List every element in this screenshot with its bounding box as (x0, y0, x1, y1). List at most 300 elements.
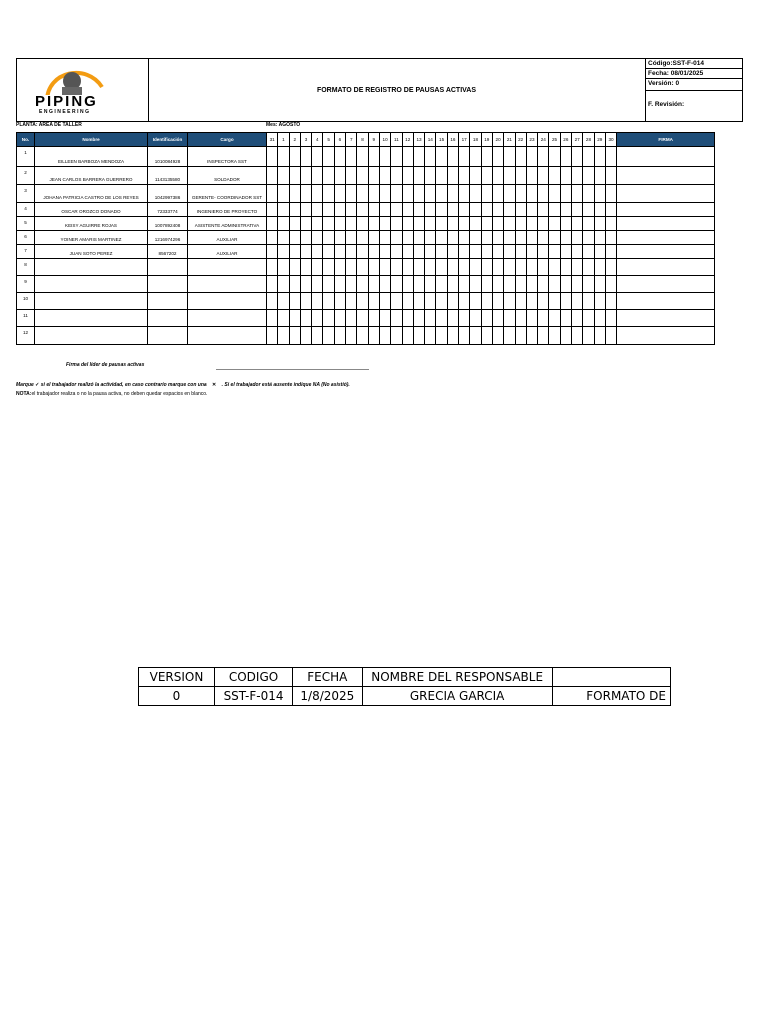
day-cell[interactable] (470, 167, 481, 185)
day-cell[interactable] (357, 147, 368, 167)
day-cell[interactable] (560, 245, 571, 259)
day-cell[interactable] (572, 203, 583, 217)
day-cell[interactable] (549, 185, 560, 203)
day-cell[interactable] (470, 259, 481, 276)
day-cell[interactable] (594, 259, 605, 276)
day-cell[interactable] (504, 245, 515, 259)
day-cell[interactable] (379, 245, 390, 259)
day-cell[interactable] (492, 259, 503, 276)
day-cell[interactable] (402, 293, 413, 310)
day-cell[interactable] (605, 293, 616, 310)
day-cell[interactable] (379, 185, 390, 203)
day-cell[interactable] (605, 203, 616, 217)
day-cell[interactable] (278, 203, 289, 217)
day-cell[interactable] (413, 167, 424, 185)
day-cell[interactable] (300, 231, 311, 245)
day-cell[interactable] (402, 245, 413, 259)
day-cell[interactable] (583, 245, 594, 259)
day-cell[interactable] (447, 245, 458, 259)
day-cell[interactable] (267, 185, 278, 203)
day-cell[interactable] (436, 310, 447, 327)
day-cell[interactable] (583, 167, 594, 185)
day-cell[interactable] (436, 203, 447, 217)
day-cell[interactable] (425, 259, 436, 276)
day-cell[interactable] (357, 327, 368, 345)
firma-cell[interactable] (617, 327, 715, 345)
day-cell[interactable] (346, 167, 357, 185)
day-cell[interactable] (594, 217, 605, 231)
day-cell[interactable] (436, 327, 447, 345)
day-cell[interactable] (526, 147, 537, 167)
day-cell[interactable] (583, 310, 594, 327)
day-cell[interactable] (278, 327, 289, 345)
day-cell[interactable] (538, 167, 549, 185)
day-cell[interactable] (447, 147, 458, 167)
day-cell[interactable] (583, 217, 594, 231)
day-cell[interactable] (594, 276, 605, 293)
day-cell[interactable] (278, 276, 289, 293)
day-cell[interactable] (515, 167, 526, 185)
day-cell[interactable] (481, 167, 492, 185)
day-cell[interactable] (583, 231, 594, 245)
day-cell[interactable] (504, 167, 515, 185)
day-cell[interactable] (312, 327, 323, 345)
day-cell[interactable] (549, 259, 560, 276)
day-cell[interactable] (357, 203, 368, 217)
day-cell[interactable] (278, 231, 289, 245)
day-cell[interactable] (560, 185, 571, 203)
day-cell[interactable] (481, 217, 492, 231)
day-cell[interactable] (492, 203, 503, 217)
day-cell[interactable] (368, 185, 379, 203)
day-cell[interactable] (312, 276, 323, 293)
day-cell[interactable] (289, 185, 300, 203)
day-cell[interactable] (334, 259, 345, 276)
day-cell[interactable] (267, 167, 278, 185)
day-cell[interactable] (312, 245, 323, 259)
day-cell[interactable] (447, 217, 458, 231)
day-cell[interactable] (413, 185, 424, 203)
day-cell[interactable] (425, 293, 436, 310)
day-cell[interactable] (549, 327, 560, 345)
day-cell[interactable] (391, 327, 402, 345)
day-cell[interactable] (447, 167, 458, 185)
day-cell[interactable] (425, 327, 436, 345)
day-cell[interactable] (492, 147, 503, 167)
day-cell[interactable] (459, 310, 470, 327)
day-cell[interactable] (413, 245, 424, 259)
day-cell[interactable] (391, 217, 402, 231)
day-cell[interactable] (605, 217, 616, 231)
day-cell[interactable] (300, 259, 311, 276)
day-cell[interactable] (504, 293, 515, 310)
day-cell[interactable] (560, 167, 571, 185)
day-cell[interactable] (357, 259, 368, 276)
day-cell[interactable] (447, 327, 458, 345)
day-cell[interactable] (492, 167, 503, 185)
day-cell[interactable] (538, 293, 549, 310)
day-cell[interactable] (267, 217, 278, 231)
day-cell[interactable] (560, 293, 571, 310)
day-cell[interactable] (278, 259, 289, 276)
day-cell[interactable] (459, 327, 470, 345)
day-cell[interactable] (267, 231, 278, 245)
day-cell[interactable] (572, 231, 583, 245)
day-cell[interactable] (425, 167, 436, 185)
day-cell[interactable] (459, 217, 470, 231)
day-cell[interactable] (289, 259, 300, 276)
day-cell[interactable] (436, 276, 447, 293)
firma-cell[interactable] (617, 259, 715, 276)
day-cell[interactable] (413, 293, 424, 310)
day-cell[interactable] (425, 217, 436, 231)
day-cell[interactable] (526, 185, 537, 203)
day-cell[interactable] (300, 185, 311, 203)
day-cell[interactable] (549, 203, 560, 217)
day-cell[interactable] (300, 203, 311, 217)
day-cell[interactable] (312, 259, 323, 276)
day-cell[interactable] (334, 327, 345, 345)
day-cell[interactable] (312, 147, 323, 167)
day-cell[interactable] (481, 147, 492, 167)
day-cell[interactable] (560, 259, 571, 276)
day-cell[interactable] (515, 185, 526, 203)
day-cell[interactable] (323, 276, 334, 293)
day-cell[interactable] (583, 185, 594, 203)
day-cell[interactable] (346, 231, 357, 245)
day-cell[interactable] (538, 147, 549, 167)
day-cell[interactable] (357, 231, 368, 245)
day-cell[interactable] (560, 327, 571, 345)
day-cell[interactable] (492, 310, 503, 327)
day-cell[interactable] (357, 167, 368, 185)
day-cell[interactable] (379, 293, 390, 310)
day-cell[interactable] (334, 310, 345, 327)
day-cell[interactable] (334, 245, 345, 259)
day-cell[interactable] (572, 276, 583, 293)
day-cell[interactable] (368, 276, 379, 293)
day-cell[interactable] (549, 310, 560, 327)
day-cell[interactable] (425, 185, 436, 203)
day-cell[interactable] (278, 245, 289, 259)
day-cell[interactable] (526, 276, 537, 293)
day-cell[interactable] (538, 259, 549, 276)
day-cell[interactable] (312, 203, 323, 217)
day-cell[interactable] (560, 276, 571, 293)
day-cell[interactable] (300, 147, 311, 167)
day-cell[interactable] (572, 147, 583, 167)
day-cell[interactable] (413, 203, 424, 217)
day-cell[interactable] (402, 185, 413, 203)
day-cell[interactable] (538, 231, 549, 245)
day-cell[interactable] (504, 147, 515, 167)
day-cell[interactable] (413, 147, 424, 167)
day-cell[interactable] (425, 203, 436, 217)
day-cell[interactable] (605, 259, 616, 276)
day-cell[interactable] (470, 245, 481, 259)
day-cell[interactable] (526, 245, 537, 259)
day-cell[interactable] (391, 231, 402, 245)
day-cell[interactable] (267, 327, 278, 345)
day-cell[interactable] (515, 310, 526, 327)
day-cell[interactable] (300, 245, 311, 259)
day-cell[interactable] (504, 310, 515, 327)
day-cell[interactable] (413, 310, 424, 327)
day-cell[interactable] (391, 310, 402, 327)
day-cell[interactable] (312, 231, 323, 245)
day-cell[interactable] (278, 167, 289, 185)
day-cell[interactable] (447, 203, 458, 217)
day-cell[interactable] (572, 217, 583, 231)
day-cell[interactable] (583, 147, 594, 167)
day-cell[interactable] (379, 327, 390, 345)
day-cell[interactable] (492, 327, 503, 345)
day-cell[interactable] (323, 293, 334, 310)
firma-cell[interactable] (617, 203, 715, 217)
day-cell[interactable] (594, 167, 605, 185)
day-cell[interactable] (594, 310, 605, 327)
day-cell[interactable] (515, 203, 526, 217)
day-cell[interactable] (346, 310, 357, 327)
day-cell[interactable] (515, 231, 526, 245)
day-cell[interactable] (323, 259, 334, 276)
day-cell[interactable] (470, 185, 481, 203)
day-cell[interactable] (289, 293, 300, 310)
day-cell[interactable] (391, 293, 402, 310)
day-cell[interactable] (538, 217, 549, 231)
day-cell[interactable] (278, 217, 289, 231)
day-cell[interactable] (312, 293, 323, 310)
day-cell[interactable] (267, 203, 278, 217)
day-cell[interactable] (289, 310, 300, 327)
day-cell[interactable] (413, 259, 424, 276)
day-cell[interactable] (560, 203, 571, 217)
day-cell[interactable] (515, 217, 526, 231)
day-cell[interactable] (583, 327, 594, 345)
day-cell[interactable] (300, 293, 311, 310)
day-cell[interactable] (425, 231, 436, 245)
day-cell[interactable] (436, 185, 447, 203)
day-cell[interactable] (346, 217, 357, 231)
day-cell[interactable] (605, 147, 616, 167)
day-cell[interactable] (605, 231, 616, 245)
day-cell[interactable] (391, 185, 402, 203)
day-cell[interactable] (323, 167, 334, 185)
day-cell[interactable] (481, 259, 492, 276)
day-cell[interactable] (447, 185, 458, 203)
day-cell[interactable] (515, 293, 526, 310)
day-cell[interactable] (289, 276, 300, 293)
day-cell[interactable] (447, 276, 458, 293)
day-cell[interactable] (504, 203, 515, 217)
day-cell[interactable] (334, 293, 345, 310)
day-cell[interactable] (323, 245, 334, 259)
day-cell[interactable] (300, 310, 311, 327)
day-cell[interactable] (459, 231, 470, 245)
day-cell[interactable] (346, 259, 357, 276)
day-cell[interactable] (267, 276, 278, 293)
day-cell[interactable] (594, 147, 605, 167)
day-cell[interactable] (459, 276, 470, 293)
day-cell[interactable] (379, 167, 390, 185)
day-cell[interactable] (323, 203, 334, 217)
day-cell[interactable] (459, 259, 470, 276)
day-cell[interactable] (300, 276, 311, 293)
day-cell[interactable] (368, 217, 379, 231)
day-cell[interactable] (267, 245, 278, 259)
day-cell[interactable] (481, 245, 492, 259)
day-cell[interactable] (459, 147, 470, 167)
day-cell[interactable] (391, 245, 402, 259)
day-cell[interactable] (312, 185, 323, 203)
day-cell[interactable] (481, 310, 492, 327)
day-cell[interactable] (357, 217, 368, 231)
day-cell[interactable] (492, 293, 503, 310)
day-cell[interactable] (481, 185, 492, 203)
day-cell[interactable] (368, 147, 379, 167)
day-cell[interactable] (379, 203, 390, 217)
day-cell[interactable] (515, 276, 526, 293)
day-cell[interactable] (346, 327, 357, 345)
day-cell[interactable] (323, 327, 334, 345)
day-cell[interactable] (368, 245, 379, 259)
day-cell[interactable] (549, 231, 560, 245)
day-cell[interactable] (379, 147, 390, 167)
day-cell[interactable] (334, 231, 345, 245)
day-cell[interactable] (346, 293, 357, 310)
day-cell[interactable] (334, 167, 345, 185)
day-cell[interactable] (346, 185, 357, 203)
day-cell[interactable] (526, 327, 537, 345)
day-cell[interactable] (594, 245, 605, 259)
day-cell[interactable] (492, 217, 503, 231)
day-cell[interactable] (379, 231, 390, 245)
day-cell[interactable] (549, 293, 560, 310)
day-cell[interactable] (357, 185, 368, 203)
day-cell[interactable] (504, 259, 515, 276)
day-cell[interactable] (526, 310, 537, 327)
day-cell[interactable] (289, 217, 300, 231)
day-cell[interactable] (267, 310, 278, 327)
day-cell[interactable] (572, 293, 583, 310)
day-cell[interactable] (470, 217, 481, 231)
day-cell[interactable] (323, 147, 334, 167)
day-cell[interactable] (312, 310, 323, 327)
day-cell[interactable] (538, 276, 549, 293)
day-cell[interactable] (470, 276, 481, 293)
day-cell[interactable] (470, 293, 481, 310)
day-cell[interactable] (289, 327, 300, 345)
day-cell[interactable] (368, 203, 379, 217)
day-cell[interactable] (368, 310, 379, 327)
day-cell[interactable] (402, 259, 413, 276)
day-cell[interactable] (447, 310, 458, 327)
day-cell[interactable] (346, 245, 357, 259)
day-cell[interactable] (357, 245, 368, 259)
day-cell[interactable] (334, 276, 345, 293)
day-cell[interactable] (560, 310, 571, 327)
day-cell[interactable] (526, 259, 537, 276)
day-cell[interactable] (346, 203, 357, 217)
day-cell[interactable] (470, 147, 481, 167)
day-cell[interactable] (402, 203, 413, 217)
day-cell[interactable] (594, 327, 605, 345)
day-cell[interactable] (549, 147, 560, 167)
day-cell[interactable] (323, 217, 334, 231)
day-cell[interactable] (413, 276, 424, 293)
day-cell[interactable] (391, 276, 402, 293)
day-cell[interactable] (515, 245, 526, 259)
day-cell[interactable] (492, 245, 503, 259)
day-cell[interactable] (549, 167, 560, 185)
day-cell[interactable] (300, 167, 311, 185)
day-cell[interactable] (515, 327, 526, 345)
day-cell[interactable] (379, 276, 390, 293)
day-cell[interactable] (447, 259, 458, 276)
day-cell[interactable] (391, 167, 402, 185)
day-cell[interactable] (583, 259, 594, 276)
firma-cell[interactable] (617, 231, 715, 245)
day-cell[interactable] (459, 167, 470, 185)
day-cell[interactable] (368, 293, 379, 310)
day-cell[interactable] (492, 231, 503, 245)
day-cell[interactable] (538, 245, 549, 259)
day-cell[interactable] (515, 259, 526, 276)
day-cell[interactable] (481, 231, 492, 245)
day-cell[interactable] (289, 245, 300, 259)
day-cell[interactable] (300, 327, 311, 345)
firma-cell[interactable] (617, 276, 715, 293)
day-cell[interactable] (425, 310, 436, 327)
day-cell[interactable] (402, 231, 413, 245)
day-cell[interactable] (594, 231, 605, 245)
day-cell[interactable] (481, 276, 492, 293)
day-cell[interactable] (515, 147, 526, 167)
day-cell[interactable] (436, 259, 447, 276)
day-cell[interactable] (379, 310, 390, 327)
firma-cell[interactable] (617, 245, 715, 259)
day-cell[interactable] (267, 259, 278, 276)
day-cell[interactable] (538, 327, 549, 345)
day-cell[interactable] (605, 245, 616, 259)
day-cell[interactable] (391, 259, 402, 276)
day-cell[interactable] (594, 185, 605, 203)
day-cell[interactable] (312, 217, 323, 231)
firma-cell[interactable] (617, 167, 715, 185)
day-cell[interactable] (481, 327, 492, 345)
day-cell[interactable] (289, 147, 300, 167)
day-cell[interactable] (504, 231, 515, 245)
day-cell[interactable] (504, 217, 515, 231)
day-cell[interactable] (481, 293, 492, 310)
day-cell[interactable] (572, 245, 583, 259)
day-cell[interactable] (605, 327, 616, 345)
day-cell[interactable] (526, 217, 537, 231)
day-cell[interactable] (492, 185, 503, 203)
day-cell[interactable] (300, 217, 311, 231)
day-cell[interactable] (368, 231, 379, 245)
day-cell[interactable] (605, 185, 616, 203)
day-cell[interactable] (267, 293, 278, 310)
day-cell[interactable] (459, 185, 470, 203)
day-cell[interactable] (278, 310, 289, 327)
day-cell[interactable] (594, 293, 605, 310)
day-cell[interactable] (278, 293, 289, 310)
day-cell[interactable] (605, 310, 616, 327)
day-cell[interactable] (368, 259, 379, 276)
day-cell[interactable] (436, 147, 447, 167)
firma-cell[interactable] (617, 217, 715, 231)
